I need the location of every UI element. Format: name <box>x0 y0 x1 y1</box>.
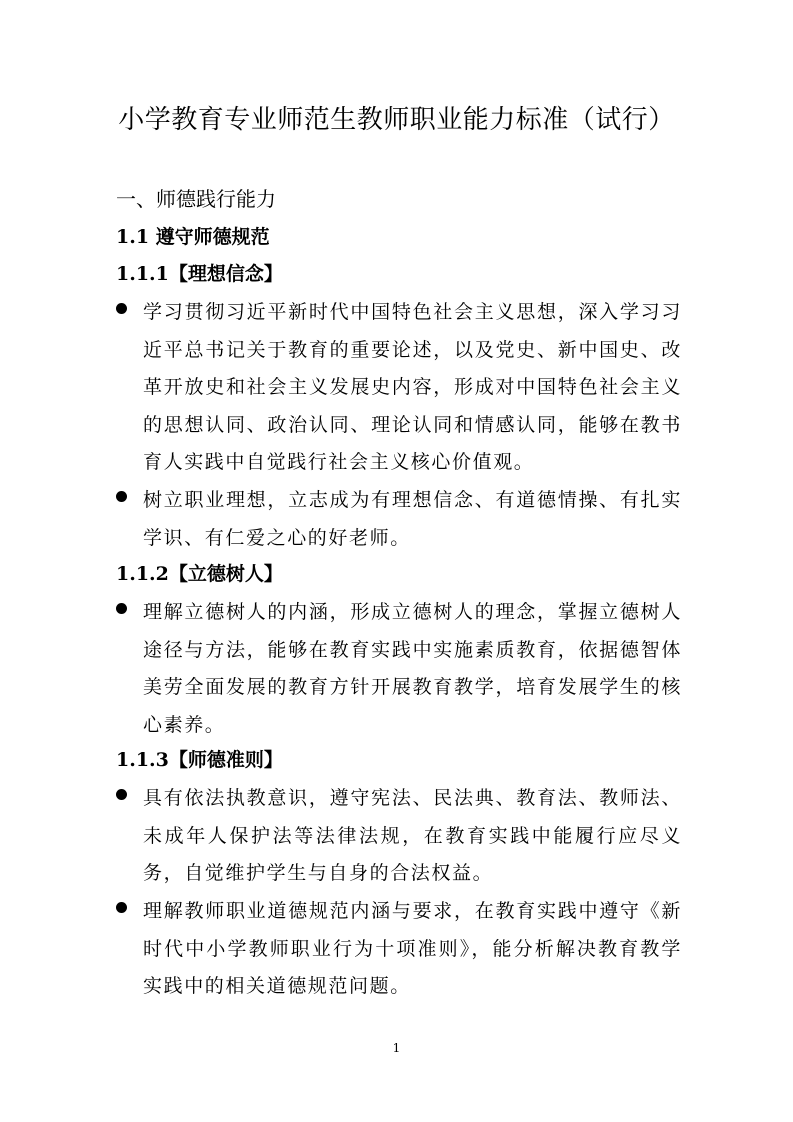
bullet-item <box>116 893 682 1006</box>
bullet-text: 树立职业理想，立志成为有理想信念、有道德情操、有扎实学识、有仁爱之心的好老师。 <box>143 489 682 549</box>
bullet-item <box>116 780 682 893</box>
bullet-dot-icon <box>116 491 127 502</box>
bullet-item <box>116 594 682 744</box>
bullet-text: 理解教师职业道德规范内涵与要求，在教育实践中遵守《新时代中小学教师职业行为十项准则》，能分析解决教育教学实践中的相关道德规范问题。 <box>143 900 682 997</box>
page-number: 1 <box>392 1041 401 1055</box>
item-heading-moral-education: 1.1.2【立德树人】 <box>116 563 283 585</box>
section-heading: 一、师德践行能力 <box>116 187 276 211</box>
bullet-text: 具有依法执教意识，遵守宪法、民法典、教育法、教师法、未成年人保护法等法律法规，在教育实践中能履行应尽义务，自觉维护学生与自身的合法权益。 <box>143 787 682 884</box>
bullet-dot-icon <box>116 902 127 913</box>
item-heading-ethics-code: 1.1.3【师德准则】 <box>116 749 283 771</box>
bullet-item <box>116 482 682 557</box>
bullet-dot-icon <box>116 789 127 800</box>
bullet-dot-icon <box>116 303 127 314</box>
item-heading-ideals: 1.1.1【理想信念】 <box>116 263 283 285</box>
document-title: 小学教育专业师范生教师职业能力标准（试行） <box>118 105 675 135</box>
bullet-text: 理解立德树人的内涵，形成立德树人的理念，掌握立德树人途径与方法，能够在教育实践中实施素质教育，依据德智体美劳全面发展的教育方针开展教育教学，培育发展学生的核心素养。 <box>143 601 682 736</box>
subsection-heading: 1.1 遵守师德规范 <box>116 226 270 248</box>
bullet-item <box>116 294 682 482</box>
bullet-dot-icon <box>116 603 127 614</box>
bullet-text: 学习贯彻习近平新时代中国特色社会主义思想，深入学习习近平总书记关于教育的重要论述，以及党史、新中国史、改革开放史和社会主义发展史内容，形成对中国特色社会主义的思想认同、政治认同、理论认同和情感认同，能够在教书育人实践中自觉践行社会主义核心价值观。 <box>143 301 682 473</box>
